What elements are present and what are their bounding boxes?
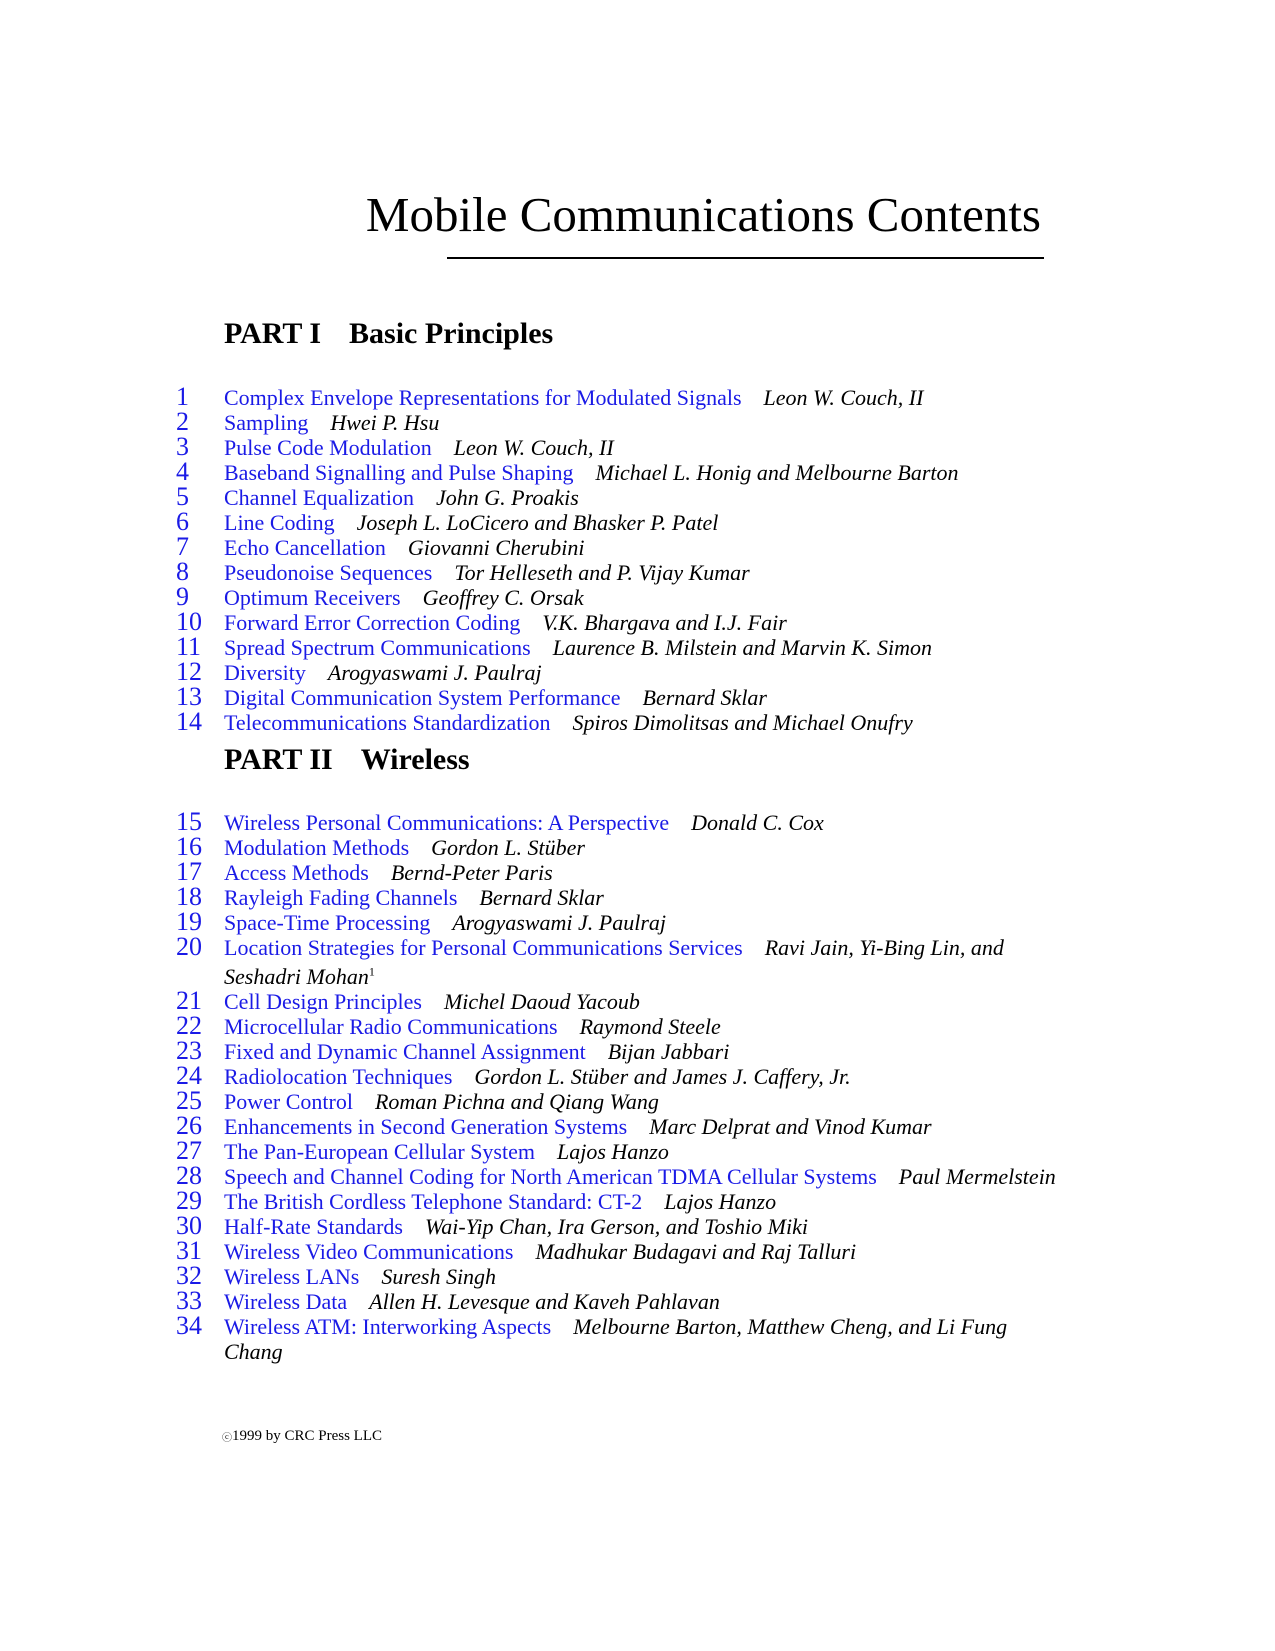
copyright-notice [222,1427,382,1448]
chapter-number-link[interactable]: 15 [176,807,202,836]
toc-entry [176,582,1056,611]
chapter-title-link[interactable]: Pseudonoise Sequences [224,560,433,585]
toc-list-part-2 [176,807,1056,1365]
chapter-title-link[interactable]: Cell Design Principles [224,989,422,1015]
chapter-number-link[interactable]: 31 [176,1236,202,1266]
toc-entry [176,1086,1056,1116]
chapter-authors-text: Hwei P. Hsu [330,410,440,435]
chapter-authors [328,660,542,685]
copyright-icon: ⓒ [222,1433,232,1444]
chapter-authors [454,560,749,585]
chapter-authors [764,385,924,410]
chapter-number-link[interactable]: 27 [176,1136,202,1166]
chapter-title-link[interactable]: Speech and Channel Coding for North American TDMA Cellular Systems [224,1164,877,1190]
chapter-authors [330,410,439,435]
chapter-title-link[interactable]: Wireless Video Communications [224,1239,514,1265]
chapter-title-link[interactable]: Power Control [224,1089,353,1115]
chapter-authors-text: Allen H. Levesque and Kaveh Pahlavan [369,1289,720,1315]
toc-entry [176,407,1056,436]
chapter-authors-text: Roman Pichna and Qiang Wang [374,1089,659,1115]
chapter-authors-text: Donald C. Cox [691,810,824,835]
chapter-authors-text: Arogyaswami J. Paulraj [327,660,542,685]
chapter-authors-text: Suresh Singh [381,1264,497,1290]
chapter-authors [542,610,786,635]
chapter-number-link[interactable]: 8 [176,557,189,586]
chapter-number-link[interactable]: 20 [176,932,202,961]
part-heading-1 [224,316,553,352]
chapter-title-link[interactable]: The British Cordless Telephone Standard: CT-2 [224,1189,643,1215]
toc-entry [176,932,1056,990]
chapter-number-link[interactable]: 30 [176,1211,202,1241]
chapter-authors-text: Melbourne Barton, Matthew Cheng, and Li Fung Chang [224,1314,1008,1365]
chapter-authors [375,1089,659,1114]
chapter-title-link[interactable]: Digital Communication System Performance [224,685,621,710]
chapter-number-link[interactable]: 11 [176,632,202,661]
chapter-authors-text: Ravi Jain, Yi-Bing Lin, and Seshadri Mohan [224,935,1004,990]
chapter-authors-text: Bijan Jabbari [607,1039,730,1065]
chapter-authors [664,1189,776,1214]
chapter-authors [596,460,959,485]
chapter-number-link[interactable]: 23 [176,1036,202,1066]
chapter-authors [573,710,913,735]
chapter-title-link[interactable]: Line Coding [224,510,335,535]
chapter-title-link[interactable]: Diversity [224,660,306,685]
part-title: Basic Principles [349,317,554,350]
part-label: PART II [224,743,333,776]
chapter-title-link[interactable]: Wireless ATM: Interworking Aspects [224,1314,552,1340]
chapter-authors-text: Leon W. Couch, II [763,385,924,410]
chapter-title-link[interactable]: Space-Time Processing [224,910,431,935]
copyright-text: 1999 by CRC Press LLC [232,1428,383,1444]
chapter-number-link[interactable]: 16 [176,832,202,861]
chapter-authors [431,835,585,860]
part-heading-2 [224,742,470,778]
toc-entry [176,682,1056,711]
chapter-title-link[interactable]: Enhancements in Second Generation Systems [224,1114,628,1140]
chapter-title-link[interactable]: Echo Cancellation [224,535,386,560]
toc-entry [176,657,1056,686]
chapter-number-link[interactable]: 26 [176,1111,202,1141]
chapter-number-link[interactable]: 13 [176,682,202,711]
chapter-authors [391,860,553,885]
chapter-authors [899,1164,1056,1189]
toc-entry [176,1136,1056,1166]
chapter-authors [423,585,584,610]
chapter-authors [557,1139,669,1164]
chapter-title-link[interactable]: Access Methods [224,860,369,885]
toc-entry [176,607,1056,636]
chapter-title-link[interactable]: Complex Envelope Representations for Modulated Signals [224,385,742,410]
chapter-title-link[interactable]: Wireless Personal Communications: A Perspective [224,810,670,835]
toc-entry [176,832,1056,861]
chapter-authors [580,1014,721,1039]
chapter-number-link[interactable]: 22 [176,1011,202,1041]
chapter-authors-text: Giovanni Cherubini [407,535,585,560]
chapter-authors-text: Michael L. Honig and Melbourne Barton [595,460,959,485]
title-rule [447,257,1044,259]
chapter-authors [691,810,824,835]
chapter-authors-text: Lajos Hanzo [556,1139,669,1165]
chapter-number-link[interactable]: 14 [176,707,202,736]
chapter-authors-text: Madhukar Budagavi and Raj Talluri [535,1239,857,1265]
chapter-title-link[interactable]: Channel Equalization [224,485,414,510]
chapter-authors [474,1064,850,1089]
chapter-authors-text: Gordon L. Stüber [431,835,585,860]
chapter-authors [425,1214,808,1239]
chapter-authors [369,1289,720,1314]
page-title: Mobile Communications Contents [365,187,1041,242]
toc-entry [176,632,1056,661]
toc-entry [176,707,1056,736]
footnote-marker: 1 [368,965,375,979]
toc-entry [176,1061,1056,1091]
toc-entry [176,1236,1056,1266]
toc-entry [176,882,1056,911]
toc-entry [176,1311,1056,1365]
chapter-number-link[interactable]: 18 [176,882,202,911]
chapter-title-link[interactable]: Telecommunications Standardization [224,710,551,735]
chapter-number-link[interactable]: 32 [176,1261,202,1291]
chapter-title-link[interactable]: Sampling [224,410,309,435]
chapter-number-link[interactable]: 24 [176,1061,202,1091]
chapter-authors-text: Geoffrey C. Orsak [422,585,584,610]
chapter-number-link[interactable]: 3 [176,432,189,461]
toc-entry [176,507,1056,536]
toc-entry [176,857,1056,886]
toc-entry [176,482,1056,511]
chapter-number-link[interactable]: 4 [176,457,189,486]
chapter-number-link[interactable]: 29 [176,1186,202,1216]
chapter-title-link[interactable]: Fixed and Dynamic Channel Assignment [224,1039,586,1065]
chapter-number-link[interactable]: 5 [176,482,189,511]
toc-entry [176,986,1056,1016]
chapter-number-link[interactable]: 25 [176,1086,202,1116]
chapter-authors-text: Laurence B. Milstein and Marvin K. Simon [552,635,932,660]
chapter-number-link[interactable]: 28 [176,1161,202,1191]
chapter-title-link[interactable]: Modulation Methods [224,835,410,860]
chapter-authors-text: John G. Proakis [436,485,579,510]
part-title: Wireless [360,743,470,776]
toc-entry [176,557,1056,586]
chapter-authors [408,535,585,560]
chapter-title-link[interactable]: Forward Error Correction Coding [224,610,521,635]
chapter-title-link[interactable]: Half-Rate Standards [224,1214,403,1240]
chapter-authors-text: Bernard Sklar [479,885,604,910]
chapter-authors-text: Lajos Hanzo [664,1189,777,1215]
chapter-title-link[interactable]: The Pan-European Cellular System [224,1139,535,1165]
toc-entry [176,907,1056,936]
chapter-authors-text: Michel Daoud Yacoub [443,989,640,1015]
chapter-authors-text: Leon W. Couch, II [453,435,614,460]
chapter-number-link[interactable]: 1 [176,382,189,411]
chapter-authors-text: Wai-Yip Chan, Ira Gerson, and Toshio Miki [425,1214,809,1240]
toc-entry [176,532,1056,561]
chapter-title-link[interactable]: Baseband Signalling and Pulse Shaping [224,460,574,485]
chapter-authors [454,435,614,460]
toc-entry [176,1261,1056,1291]
chapter-authors [643,685,767,710]
chapter-title-link[interactable]: Wireless Data [224,1289,348,1315]
chapter-number-link[interactable]: 6 [176,507,189,536]
toc-entry [176,1161,1056,1191]
toc-entry [176,457,1056,486]
part-label: PART I [224,317,322,350]
chapter-authors-text: Joseph L. LoCicero and Bhasker P. Patel [356,510,719,535]
chapter-authors-text: Arogyaswami J. Paulraj [452,910,667,935]
chapter-title-link[interactable]: Wireless LANs [224,1264,360,1290]
chapter-authors-text: Tor Helleseth and P. Vijay Kumar [454,560,750,585]
chapter-authors [381,1264,496,1289]
chapter-authors-text: Raymond Steele [579,1014,721,1040]
chapter-authors-text: Paul Mermelstein [898,1164,1056,1190]
chapter-number-link[interactable]: 33 [176,1286,202,1316]
toc-entry [176,1011,1056,1041]
chapter-title-link[interactable]: Rayleigh Fading Channels [224,885,458,910]
chapter-authors [553,635,932,660]
toc-entry [176,1286,1056,1316]
chapter-authors-text: V.K. Bhargava and I.J. Fair [542,610,787,635]
toc-entry [176,1186,1056,1216]
toc-entry [176,1036,1056,1066]
chapter-authors-text: Marc Delprat and Vinod Kumar [649,1114,932,1140]
chapter-title-link[interactable]: Optimum Receivers [224,585,401,610]
chapter-authors-text: Bernard Sklar [642,685,767,710]
toc-entry [176,1211,1056,1241]
chapter-number-link[interactable]: 19 [176,907,202,936]
toc-entry [176,382,1056,411]
chapter-title-link[interactable]: Pulse Code Modulation [224,435,432,460]
chapter-number-link[interactable]: 2 [176,407,189,436]
chapter-authors [436,485,579,510]
chapter-authors [444,989,640,1014]
chapter-title-link[interactable]: Spread Spectrum Communications [224,635,531,660]
chapter-title-link[interactable]: Radiolocation Techniques [224,1064,453,1090]
chapter-number-link[interactable]: 34 [176,1311,202,1341]
chapter-number-link[interactable]: 17 [176,857,202,886]
chapter-authors [649,1114,931,1139]
chapter-number-link[interactable]: 12 [176,657,202,686]
chapter-title-link[interactable]: Location Strategies for Personal Communications Services [224,935,743,960]
chapter-number-link[interactable]: 10 [176,607,202,636]
chapter-number-link[interactable]: 21 [176,986,202,1016]
toc-entry [176,432,1056,461]
toc-entry [176,1111,1056,1141]
chapter-authors-text: Bernd-Peter Paris [390,860,553,885]
toc-entry [176,807,1056,836]
chapter-number-link[interactable]: 7 [176,532,189,561]
chapter-authors [357,510,719,535]
toc-list-part-1 [176,382,1056,736]
chapter-authors-text: Spiros Dimolitsas and Michael Onufry [572,710,913,735]
chapter-authors [479,885,603,910]
chapter-authors [608,1039,730,1064]
chapter-authors [535,1239,856,1264]
chapter-authors [452,910,666,935]
chapter-title-link[interactable]: Microcellular Radio Communications [224,1014,558,1040]
chapter-number-link[interactable]: 9 [176,582,189,611]
chapter-authors-text: Gordon L. Stüber and James J. Caffery, Jr. [474,1064,851,1090]
